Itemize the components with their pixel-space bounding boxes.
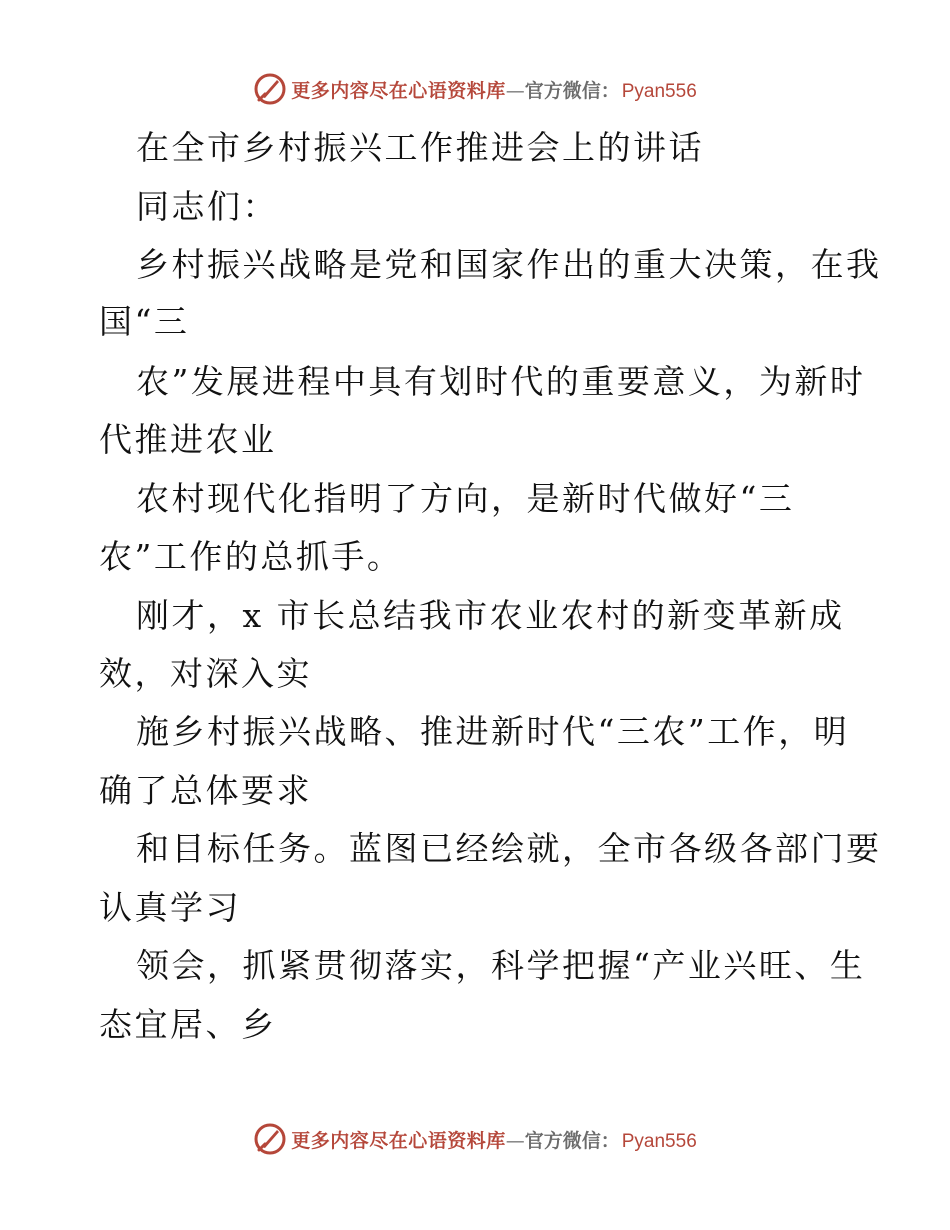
text-line: 确了总体要求: [99, 771, 312, 810]
text-line: 效，对深入实: [99, 654, 312, 693]
text-line: 乡村振兴战略是党和国家作出的重大决策，在我: [136, 245, 882, 284]
watermark-wechat-id: Pyan556: [621, 80, 697, 102]
quill-logo-icon: [253, 1122, 287, 1156]
text-line: 农”发展进程中具有划时代的重要意义，为新时: [136, 362, 866, 401]
text-line: 代推进农业: [99, 420, 277, 459]
text-line: 农村现代化指明了方向，是新时代做好“三: [136, 479, 795, 518]
footer-watermark: [0, 1122, 950, 1156]
quill-logo-icon: [253, 72, 287, 106]
watermark-label: 官方微信：: [524, 79, 620, 102]
text-line: 领会，抓紧贯彻落实，科学把握“产业兴旺、生: [136, 946, 866, 985]
text-line: 和目标任务。蓝图已经绘就，全市各级各部门要: [136, 829, 882, 868]
watermark-wechat-id: Pyan556: [621, 1130, 697, 1152]
text-line: 态宜居、乡: [99, 1005, 277, 1044]
salutation: 同志们：: [136, 187, 278, 226]
text-line: 认真学习: [99, 888, 241, 927]
watermark-text: [291, 76, 697, 103]
text-line: 施乡村振兴战略、推进新时代“三农”工作，明: [136, 712, 850, 751]
text-line: 农”工作的总抓手。: [99, 537, 403, 576]
document-title: 在全市乡村振兴工作推进会上的讲话: [136, 128, 704, 167]
watermark-text: [291, 1126, 697, 1153]
watermark-dash: —: [505, 79, 525, 102]
header-watermark: [0, 72, 950, 106]
watermark-main-text: 更多内容尽在心语资料库: [291, 79, 506, 102]
watermark-label: 官方微信：: [524, 1129, 620, 1152]
watermark-main-text: 更多内容尽在心语资料库: [291, 1129, 506, 1152]
text-line: 刚才，x 市长总结我市农业农村的新变革新成: [136, 596, 845, 635]
text-line: 国“三: [99, 302, 190, 341]
watermark-dash: —: [505, 1129, 525, 1152]
